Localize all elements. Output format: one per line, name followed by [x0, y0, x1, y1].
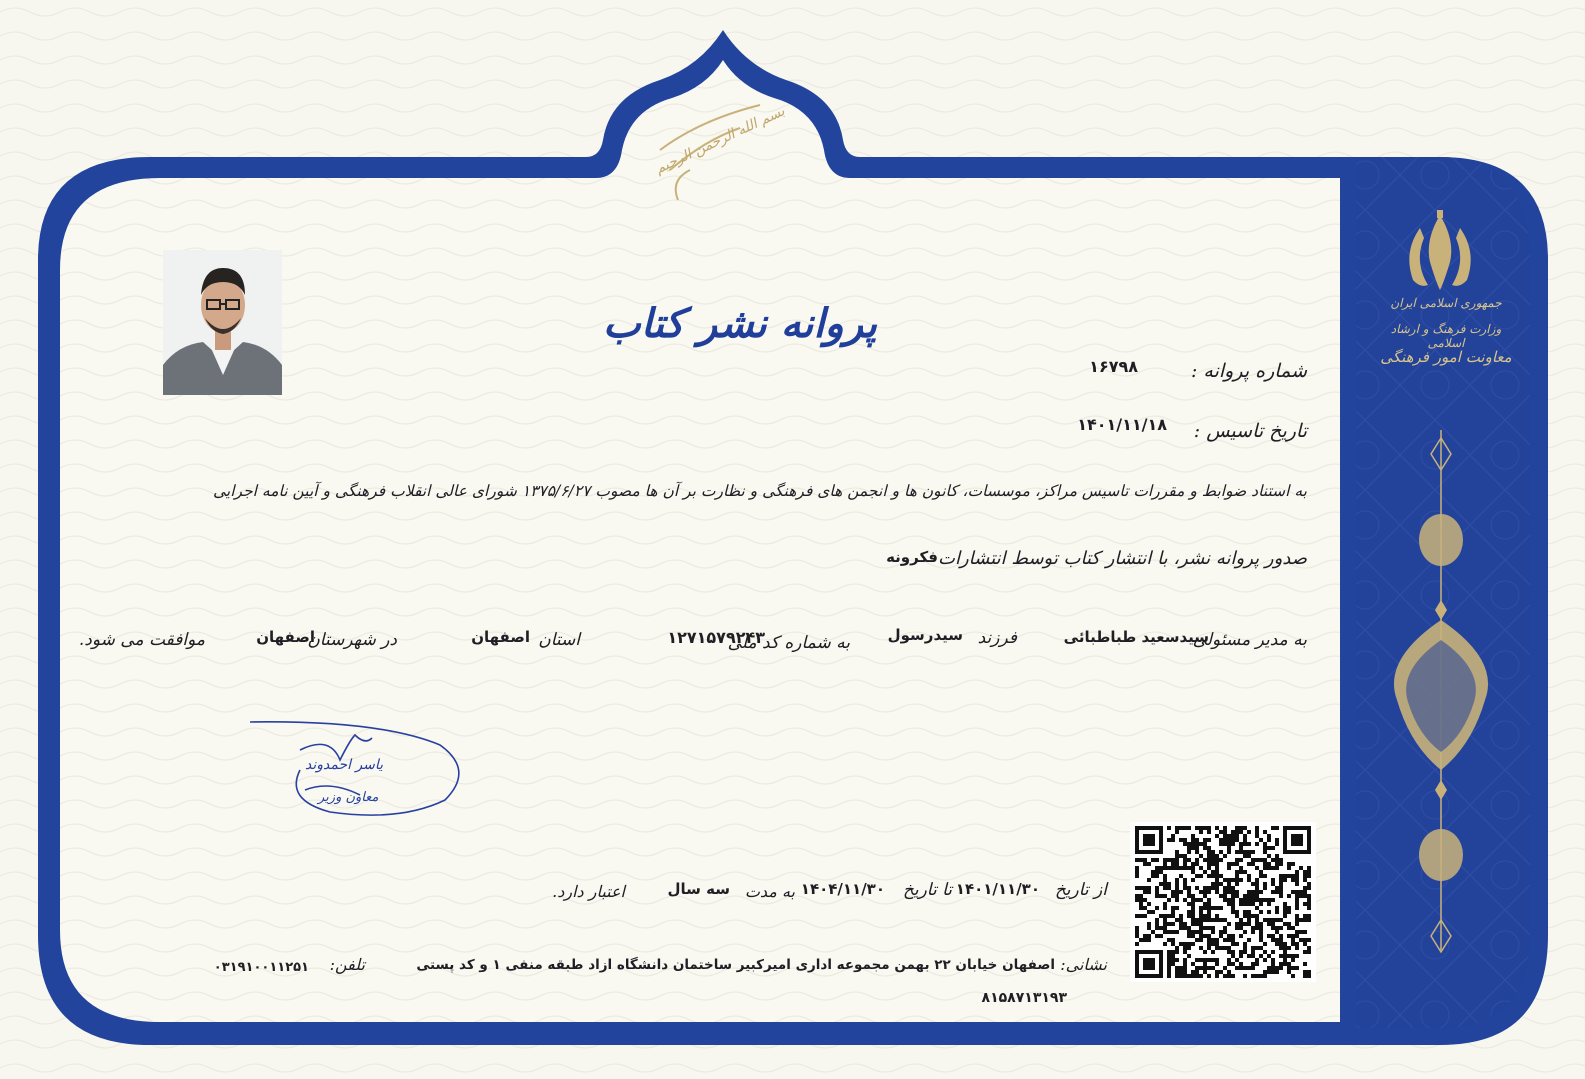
establish-date-value: ۱۴۰۱/۱۱/۱۸ [1077, 415, 1167, 434]
page-title: پروانه نشر کتاب [603, 300, 877, 347]
license-number-label: شماره پروانه : [1190, 360, 1307, 382]
signature-role: معاون وزیر [318, 790, 379, 805]
owner-photo [163, 250, 282, 395]
city-value: اصفهان [256, 628, 315, 646]
manager-label: به مدیر مسئولی [1192, 630, 1307, 650]
publisher-name: فکرونه [886, 548, 938, 566]
agreement-text: موافقت می شود. [78, 630, 205, 650]
license-number-value: ۱۶۷۹۸ [1089, 357, 1138, 376]
child-of-label: فرزند [977, 628, 1017, 648]
emblem-line-1: جمهوری اسلامی ایران [1390, 296, 1502, 310]
address-value: اصفهان خیابان ۲۲ بهمن مجموعه اداری امیرکبیر ساختمان دانشگاه ازاد طبقه منفی ۱ و کد پستی [416, 957, 1055, 973]
national-id-value: ۱۲۷۱۵۷۹۲۴۳ [667, 628, 765, 647]
validity-from-value: ۱۴۰۱/۱۱/۳۰ [955, 880, 1040, 898]
national-id-label: به شماره کد ملی [727, 633, 850, 653]
emblem-line-3: معاونت امور فرهنگی [1380, 348, 1512, 366]
signature-name: یاسر احمدوند [305, 757, 384, 773]
manager-name: سیدسعید طباطبائی [1063, 628, 1209, 646]
address-label: نشانی: [1060, 955, 1107, 974]
emblem-line-2: وزارت فرهنگ و ارشاد اسلامی [1390, 322, 1502, 350]
city-label: در شهرستان [307, 630, 397, 650]
phone-label: تلفن: [329, 955, 365, 974]
bismillah-text: بسم الله الرحمن الرحیم [652, 103, 788, 178]
preamble-line-1: به استناد ضوابط و مقررات تاسیس مراکز، موسسات، کانون ها و انجمن های فرهنگی و نظارت بر آن ها مصوب ۱۳۷۵/۶/۲۷ شورای عالی انقلاب فرهنگی و آیین نامه اجرایی [212, 482, 1307, 500]
phone-value: ۰۳۱۹۱۰۰۱۱۲۵۱ [213, 960, 309, 975]
validity-to-label: تا تاریخ [902, 880, 952, 900]
establish-date-label: تاریخ تاسیس : [1193, 420, 1307, 442]
qr-code-icon [1130, 822, 1316, 982]
province-value: اصفهان [471, 628, 530, 646]
postal-code: ۸۱۵۸۷۱۳۱۹۳ [981, 990, 1067, 1006]
father-name: سیدرسول [887, 626, 963, 644]
province-label: استان [538, 630, 580, 650]
qr-code [1130, 822, 1316, 982]
validity-to-value: ۱۴۰۴/۱۱/۳۰ [800, 880, 885, 898]
preamble-line-2: صدور پروانه نشر، با انتشار کتاب توسط انتشارات [938, 548, 1307, 569]
duration-value: سه سال [667, 880, 730, 898]
duration-label: به مدت [744, 882, 795, 901]
validity-from-label: از تاریخ [1054, 880, 1107, 900]
portrait-image [163, 250, 282, 395]
validity-suffix: اعتبار دارد. [552, 882, 625, 901]
